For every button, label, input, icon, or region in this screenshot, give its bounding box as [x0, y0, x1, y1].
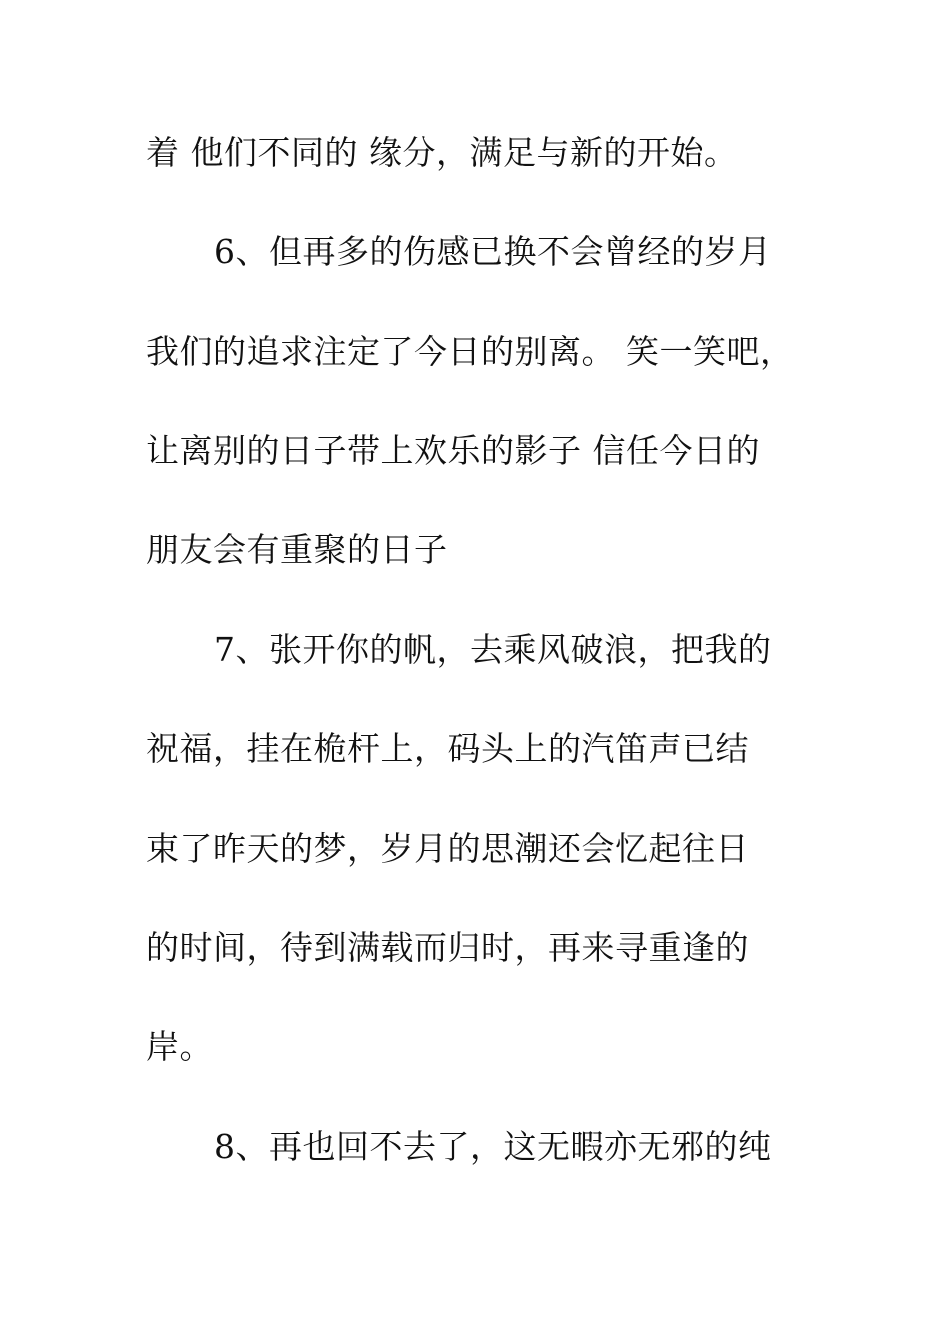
text-line: 让离别的日子带上欢乐的影子 信任今日的 [146, 431, 760, 470]
text-line: 朋友会有重聚的日子 [146, 530, 448, 569]
paragraph-7-start: 7、张开你的帆，去乘风破浪，把我的 [214, 630, 772, 669]
text-line: 束了昨天的梦，岁月的思潮还会忆起往日 [146, 829, 749, 868]
text-line: 祝福，挂在桅杆上，码头上的汽笛声已结 [146, 729, 749, 768]
paragraph-6-start: 6、但再多的伤感已换不会曾经的岁月 [214, 232, 772, 271]
text-line: 的时间，待到满载而归时，再来寻重逢的 [146, 928, 749, 967]
text-line: 我们的追求注定了今日的别离。 笑一笑吧， [146, 332, 794, 371]
paragraph-8-start: 8、再也回不去了，这无暇亦无邪的纯 [214, 1127, 772, 1166]
text-line: 着 他们不同的 缘分，满足与新的开始。 [146, 133, 738, 172]
text-line: 岸。 [146, 1027, 213, 1066]
